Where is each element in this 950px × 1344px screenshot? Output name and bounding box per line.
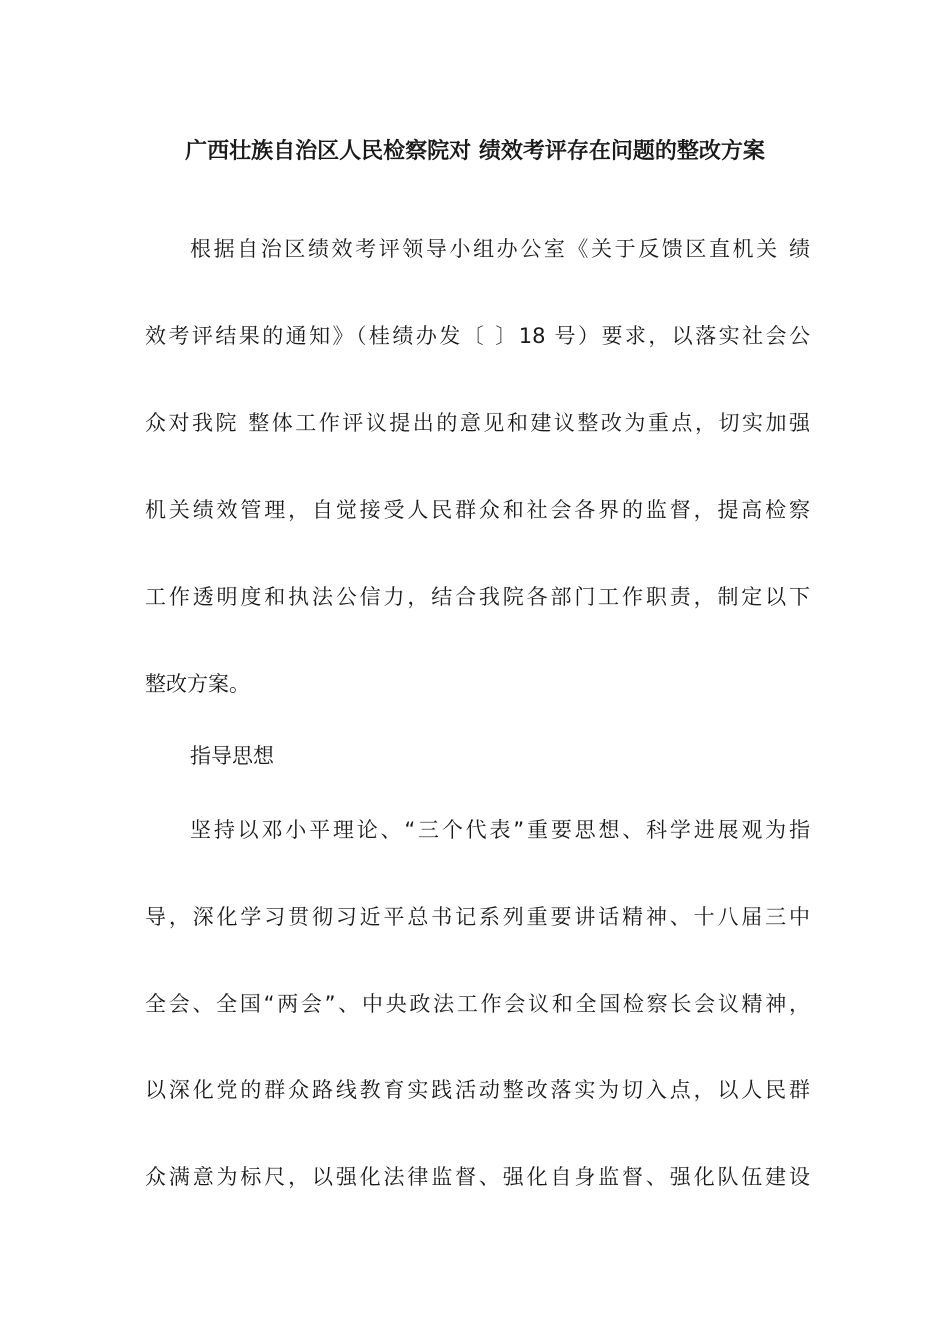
paragraph-line: 以深化党的群众路线教育实践活动整改落实为切入点，以人民群: [145, 1078, 810, 1102]
paragraph-line: 导，深化学习贯彻习近平总书记系列重要讲话精神、十八届三中: [145, 905, 810, 929]
paragraph-line: 工作透明度和执法公信力，结合我院各部门工作职责，制定以下: [145, 585, 810, 609]
paragraph-line: 机关绩效管理，自觉接受人民群众和社会各界的监督，提高检察: [145, 498, 810, 522]
paragraph-line: 整改方案。: [145, 672, 250, 696]
paragraph-line: 坚持以邓小平理论、“三个代表”重要思想、科学进展观为指: [190, 818, 810, 842]
paragraph-line: 全会、全国“两会”、中央政法工作会议和全国检察长会议精神，: [145, 992, 810, 1016]
document-title: 广西壮族自治区人民检察院对 绩效考评存在问题的整改方案: [185, 139, 765, 164]
paragraph-line: 众对我院 整体工作评议提出的意见和建议整改为重点，切实加强: [145, 411, 810, 435]
section-heading: 指导思想: [190, 744, 274, 768]
paragraph-line: 根据自治区绩效考评领导小组办公室《关于反馈区直机关 绩: [190, 237, 810, 261]
paragraph-line: 效考评结果的通知》（桂绩办发〔 〕18 号）要求，以落实社会公: [145, 324, 810, 348]
paragraph-line: 众满意为标尺，以强化法律监督、强化自身监督、强化队伍建设: [145, 1165, 810, 1189]
